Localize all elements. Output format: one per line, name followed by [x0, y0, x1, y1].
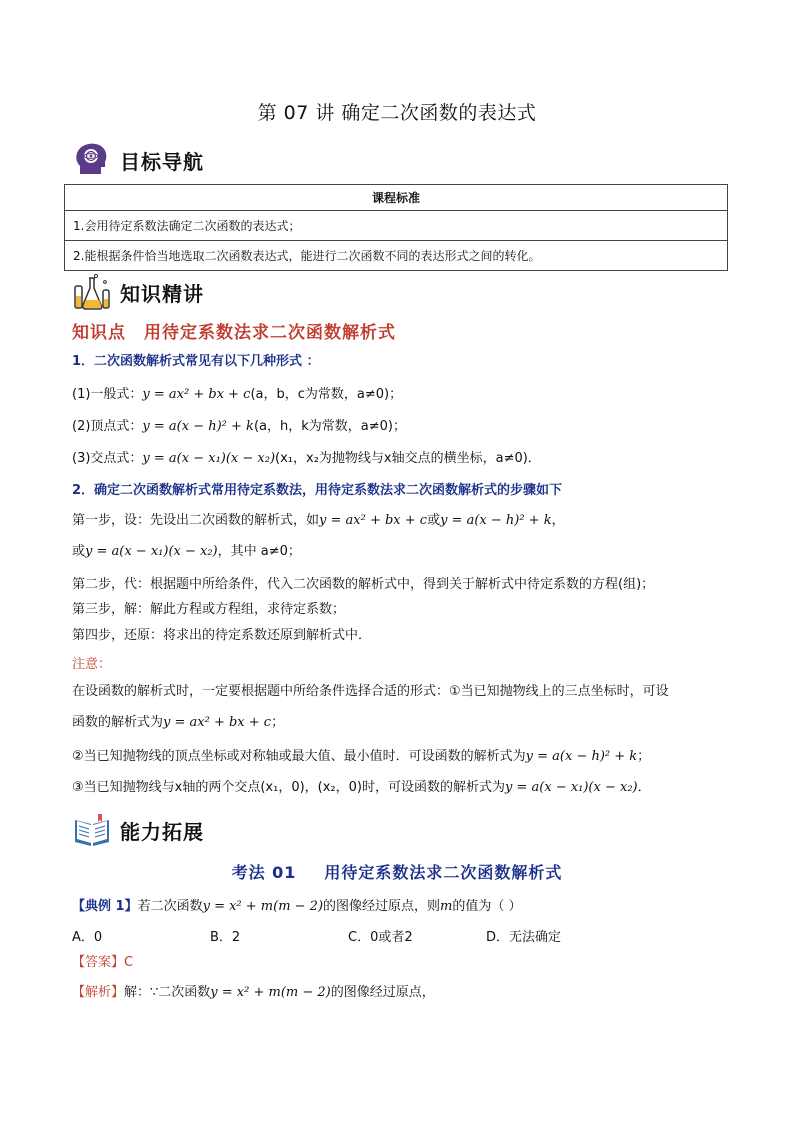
example-question: 【典例 1】若二次函数y = x² + m(m − 2)的图像经过原点，则m的值为（ ） [72, 899, 522, 914]
step-1: 第一步，设：先设出二次函数的解析式，如y = ax² + bx + c或y = a(x − h)² + k， [72, 513, 565, 528]
flask-icon [72, 272, 112, 312]
brain-icon [72, 140, 112, 180]
section-label: 目标导航 [120, 149, 204, 174]
table-row: 2.能根据条件恰当地选取二次函数表达式，能进行二次函数不同的表达形式之间的转化。 [65, 241, 728, 271]
heading-steps: 2．确定二次函数解析式常用待定系数法，用待定系数法求二次函数解析式的步骤如下 [72, 483, 563, 498]
section-label: 知识精讲 [120, 281, 204, 306]
formula-vertex: (2)顶点式：y = a(x − h)² + k(a，h，k为常数，a≠0)； [72, 419, 406, 434]
table-header: 课程标准 [65, 185, 728, 211]
formula-intercept: (3)交点式：y = a(x − x₁)(x − x₂)(x₁，x₂为抛物线与x轴交点的横坐标，a≠0)． [72, 451, 541, 466]
section-goal-nav [72, 138, 204, 182]
option-c: C．0或者2 [348, 930, 413, 945]
option-a: A．0 [72, 930, 103, 945]
section-knowledge [72, 270, 204, 314]
note-line-2: 函数的解析式为y = ax² + bx + c； [72, 715, 285, 730]
course-standard-table [64, 184, 728, 271]
heading-forms: 1．二次函数解析式常见有以下几种形式 ： [72, 354, 320, 369]
page-title: 第 07 讲 确定二次函数的表达式 [257, 102, 537, 124]
note-line-3: ②当已知抛物线的顶点坐标或对称轴或最大值、最小值时．可设函数的解析式为y = a(x − h)² + k； [72, 749, 651, 764]
option-d: D．无法确定 [486, 930, 562, 945]
step-2: 第二步，代：根据题中所给条件，代入二次函数的解析式中，得到关于解析式中待定系数的方程(组)； [72, 577, 655, 592]
section-label: 能力拓展 [120, 819, 204, 844]
knowledge-point-heading: 知识点 用待定系数法求二次函数解析式 [72, 323, 396, 343]
section-ability [72, 808, 204, 852]
step-1-cont: 或y = a(x − x₁)(x − x₂)，其中 a≠0； [72, 544, 301, 559]
table-row: 1.会用待定系数法确定二次函数的表达式； [65, 211, 728, 241]
note-line-1: 在设函数的解析式时，一定要根据题中所给条件选择合适的形式：①当已知抛物线上的三点坐标时，可设 [72, 684, 669, 699]
book-icon [72, 810, 112, 850]
answer: 【答案】C [72, 955, 134, 970]
note-line-4: ③当已知抛物线与x轴的两个交点(x₁，0)，(x₂，0)时，可设函数的解析式为y = a(x − x₁)(x − x₂)． [72, 780, 651, 795]
method-heading: 考法 01 用待定系数法求二次函数解析式 [231, 863, 563, 882]
option-b: B．2 [210, 930, 241, 945]
explanation: 【解析】解：∵二次函数y = x² + m(m − 2)的图像经过原点， [72, 985, 435, 1000]
step-3: 第三步，解：解此方程或方程组，求待定系数； [72, 602, 346, 617]
note-label: 注意： [72, 657, 112, 672]
step-4: 第四步，还原：将求出的待定系数还原到解析式中． [72, 628, 372, 643]
formula-general: (1)一般式：y = ax² + bx + c(a，b，c为常数，a≠0)； [72, 387, 403, 402]
